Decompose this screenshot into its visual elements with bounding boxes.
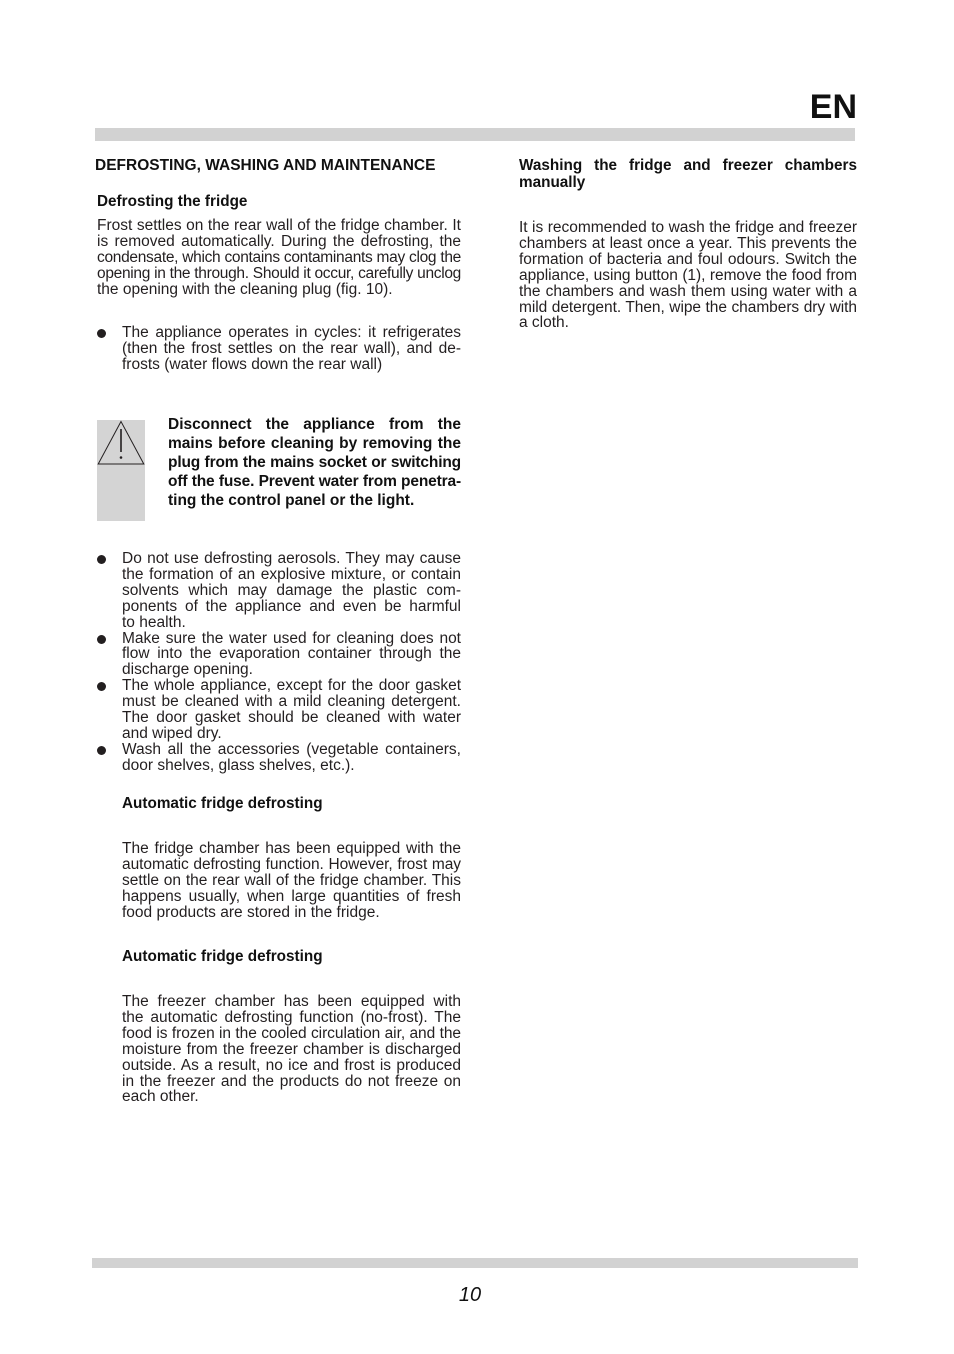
text-line: food products are stored in the fridge. [122, 903, 380, 921]
text-line: ponents of the appliance and even be harmful [122, 597, 461, 615]
text-line: solvents which may damage the plastic com- [122, 581, 461, 599]
text-line: to health. [122, 613, 186, 631]
heading-line: Washing the fridge and freezer chambers [519, 157, 857, 174]
text-line: outside. As a result, no ice and frost is produced [122, 1056, 461, 1074]
header-rule [95, 128, 855, 141]
text-line: The freezer chamber has been equipped with [122, 993, 461, 1010]
text-line: the formation of an explosive mixture, or contain [122, 565, 461, 583]
text-line: discharge opening. [122, 661, 253, 679]
text-line: (then the frost settles on the rear wall), and de- [122, 339, 461, 357]
text-line: Frost settles on the rear wall of the fridge chamber. It [97, 217, 461, 234]
text-line: The appliance operates in cycles: it refrigerates [122, 324, 461, 341]
text-line: in the freezer and the products do not freeze on [122, 1072, 461, 1090]
washing-paragraph [519, 220, 857, 331]
text-line: a cloth. [519, 314, 569, 332]
text-line: settle on the rear wall of the fridge chamber. This [122, 871, 461, 889]
auto-fridge-paragraph [122, 841, 461, 921]
list-item [122, 631, 461, 679]
auto-freezer-paragraph [122, 994, 461, 1105]
text-line: is removed automatically. During the defrosting, the [97, 232, 461, 250]
text-line: formation of bacteria and foul odours. Switch the [519, 250, 857, 268]
bullet-icon [97, 682, 106, 691]
text-line: the automatic defrosting function (no-frost). The [122, 1008, 461, 1026]
text-line: the opening with the cleaning plug (fig. 10). [97, 280, 393, 298]
text-line: The door gasket should be cleaned with water [122, 709, 461, 727]
text-line: door shelves, glass shelves, etc.). [122, 756, 355, 774]
text-line: appliance, using button (1), remove the food from [519, 266, 857, 284]
subsection-heading-auto-freezer: Automatic fridge defrosting [122, 948, 323, 965]
footer-rule [92, 1258, 858, 1268]
warning-line: plug from the mains socket or switching [168, 454, 461, 471]
text-line: The fridge chamber has been equipped with the [122, 840, 461, 857]
defrosting-paragraph [97, 218, 461, 298]
warning-line: mains before cleaning by removing the [168, 435, 461, 452]
text-line: Make sure the water used for cleaning does not [122, 629, 461, 647]
text-line: mild detergent. Then, wipe the chambers dry with [519, 298, 857, 316]
text-line: and wiped dry. [122, 724, 222, 742]
text-line: condensate, which contains contaminants may clog the [97, 248, 461, 266]
washing-heading [519, 157, 857, 191]
text-line: flow into the evaporation container through the [122, 645, 461, 663]
text-line: moisture from the freezer chamber is discharged [122, 1040, 461, 1058]
text-line: opening in the through. Should it occur, carefully unclog [97, 264, 461, 282]
list-item [122, 678, 461, 742]
warning-text [168, 415, 461, 510]
bullet-icon [97, 329, 106, 338]
bullet-icon [97, 635, 106, 644]
text-line: chambers at least once a year. This prevents the [519, 234, 857, 252]
text-line: happens usually, when large quantities of fresh [122, 887, 461, 905]
section-title: DEFROSTING, WASHING AND MAINTENANCE [95, 157, 436, 174]
bullet-icon [97, 746, 106, 755]
bullet-icon [97, 555, 106, 564]
text-line: Do not use defrosting aerosols. They may cause [122, 550, 461, 567]
list-item [122, 551, 461, 631]
text-line: the chambers and wash them using water with a [519, 282, 857, 300]
warning-box [97, 420, 145, 521]
warning-triangle-icon [97, 420, 145, 468]
heading-line: manually [519, 174, 586, 191]
text-line: frosts (water flows down the rear wall) [122, 355, 383, 373]
warning-line: Disconnect the appliance from the [168, 416, 461, 433]
cycle-note-list-item [122, 325, 461, 373]
subsection-heading-auto-fridge: Automatic fridge defrosting [122, 795, 323, 812]
warning-line: ting the control panel or the light. [168, 492, 415, 509]
subsection-heading-defrosting: Defrosting the fridge [97, 193, 248, 210]
text-line: Wash all the accessories (vegetable containers, [122, 740, 461, 758]
text-line: The whole appliance, except for the door gasket [122, 677, 461, 695]
list-item [122, 742, 461, 774]
text-line: It is recommended to wash the fridge and freezer [519, 219, 857, 236]
language-tag: EN [809, 88, 857, 126]
text-line: each other. [122, 1088, 199, 1106]
text-line: automatic defrosting function. However, frost may [122, 855, 461, 873]
precautions-list [122, 551, 461, 774]
warning-line: off the fuse. Prevent water from penetra- [168, 473, 461, 490]
text-line: food is frozen in the cooled circulation air, and the [122, 1024, 461, 1042]
page-number: 10 [458, 1284, 482, 1306]
text-line: must be cleaned with a mild cleaning detergent. [122, 693, 461, 711]
